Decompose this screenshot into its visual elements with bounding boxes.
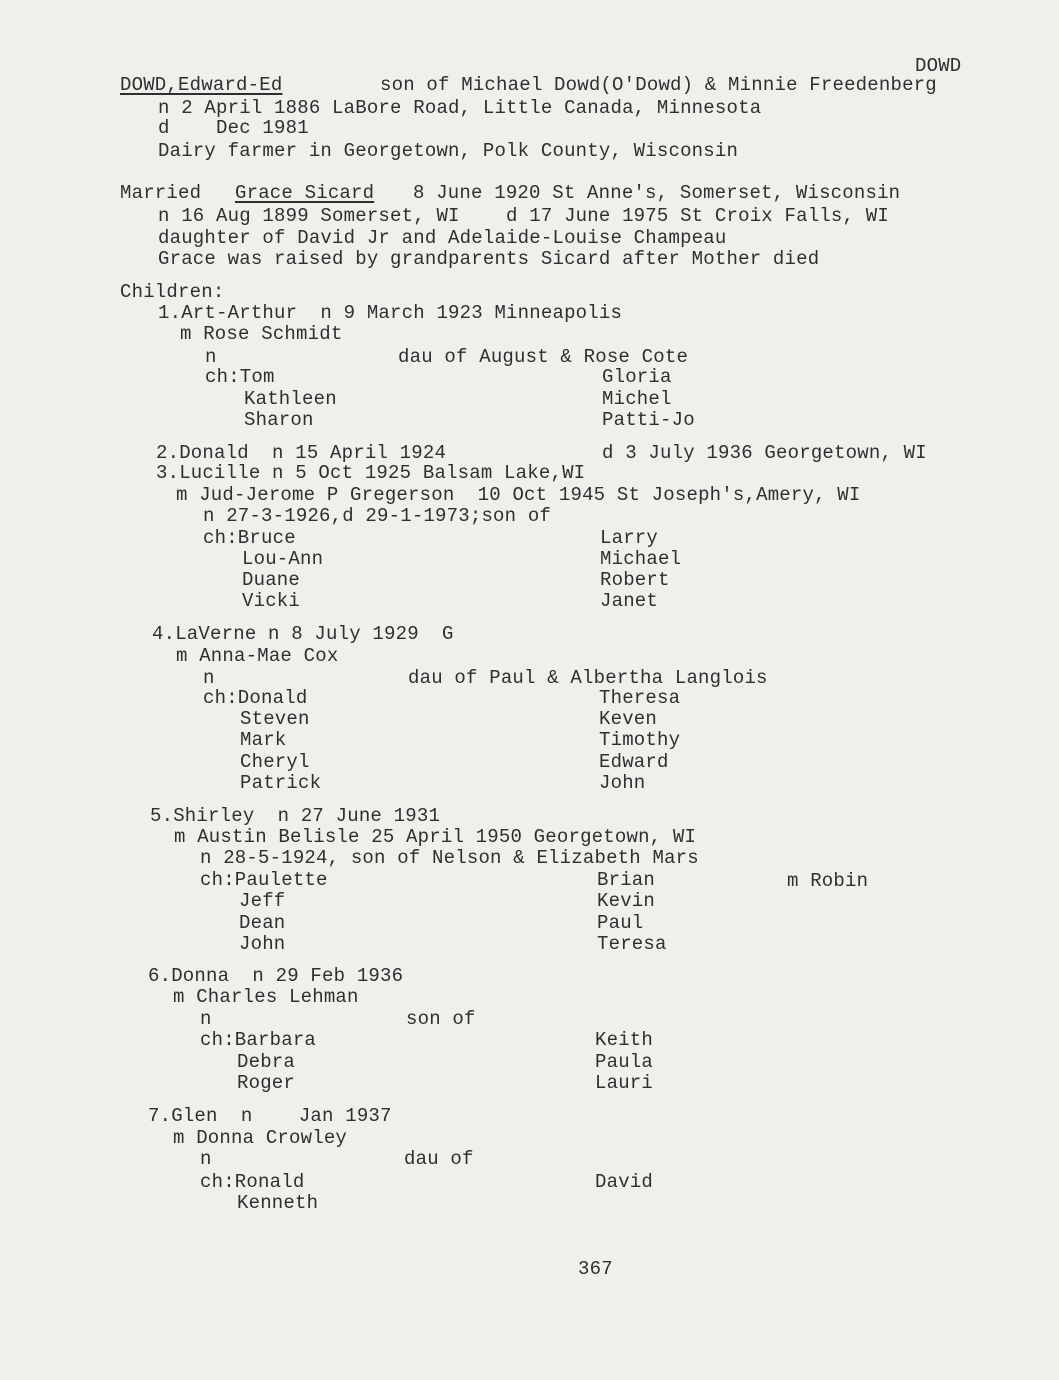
grandchild-left: Dean: [239, 912, 286, 934]
spouse-birth-death: n 16 Aug 1899 Somerset, WI d 17 June 1975 St Croix Falls, WI: [158, 205, 889, 227]
child-5-line: 5.Shirley n 27 June 1931: [150, 805, 441, 827]
child-7-spouse-n: n: [200, 1148, 212, 1170]
grandchild-left: Sharon: [244, 409, 314, 431]
child-6-spouse-n: n: [200, 1008, 212, 1030]
grandchild-right: John: [599, 772, 646, 794]
child-7-spouse: m Donna Crowley: [173, 1127, 348, 1149]
child-3-line: 3.Lucille n 5 Oct 1925 Balsam Lake,WI: [156, 462, 586, 484]
grandchild-right: Michel: [602, 388, 672, 410]
grandchild-right: Patti-Jo: [602, 409, 695, 431]
child-1-spouse-n: n: [205, 346, 217, 368]
child-5-spouse: m Austin Belisle 25 April 1950 Georgetown, WI: [174, 826, 697, 848]
grandchild-right: David: [595, 1171, 654, 1193]
child-2-line: 2.Donald n 15 April 1924: [156, 442, 447, 464]
spouse-name: Grace Sicard: [235, 182, 375, 204]
marriage-label: Married: [120, 182, 202, 204]
grandchild-left: Vicki: [242, 590, 301, 612]
surname-tag: DOWD: [915, 55, 962, 77]
children-heading: Children:: [120, 281, 225, 303]
subject-parents: son of Michael Dowd(O'Dowd) & Minnie Freedenberg: [380, 74, 937, 96]
subject-name: DOWD,Edward-Ed: [120, 74, 283, 96]
grandchild-left: Steven: [240, 708, 310, 730]
grandchild-left: ch:Barbara: [200, 1029, 317, 1051]
grandchild-right: Lauri: [595, 1072, 654, 1094]
child-1-spouse: m Rose Schmidt: [180, 323, 343, 345]
child-4-spouse-parents: dau of Paul & Albertha Langlois: [408, 667, 768, 689]
marriage-details: 8 June 1920 St Anne's, Somerset, Wisconsin: [413, 182, 901, 204]
grandchild-right: Edward: [599, 751, 669, 773]
child-3-spouse: m Jud-Jerome P Gregerson 10 Oct 1945 St Joseph's,Amery, WI: [176, 484, 861, 506]
spouse-note: Grace was raised by grandparents Sicard after Mother died: [158, 248, 820, 270]
grandchild-right: Paul: [597, 912, 644, 934]
page-number: 367: [578, 1258, 613, 1280]
subject-death: d Dec 1981: [158, 117, 309, 139]
grandchild-left: ch:Paulette: [200, 869, 328, 891]
grandchild-left: Mark: [240, 729, 287, 751]
child-6-line: 6.Donna n 29 Feb 1936: [148, 965, 404, 987]
grandchild-left: John: [239, 933, 286, 955]
child-6-spouse-parents: son of: [406, 1008, 476, 1030]
child-7-line: 7.Glen n Jan 1937: [148, 1105, 392, 1127]
grandchild-left: Cheryl: [240, 751, 310, 773]
child-1-spouse-parents: dau of August & Rose Cote: [398, 346, 689, 368]
grandchild-right: Michael: [600, 548, 682, 570]
child-3-spouse-n: n 27-3-1926,d 29-1-1973;son of: [203, 505, 552, 527]
grandchild-left: Jeff: [239, 890, 286, 912]
grandchild-right: Keven: [599, 708, 658, 730]
child-7-spouse-parents: dau of: [404, 1148, 474, 1170]
child-6-spouse: m Charles Lehman: [173, 986, 359, 1008]
grandchild-right: Theresa: [599, 687, 681, 709]
grandchild-spouse-note: m Robin: [787, 870, 869, 892]
grandchild-left: Kathleen: [244, 388, 337, 410]
grandchild-left: ch:Tom: [205, 366, 275, 388]
grandchild-left: ch:Ronald: [200, 1171, 305, 1193]
grandchild-left: ch:Bruce: [203, 527, 296, 549]
grandchild-left: ch:Donald: [203, 687, 308, 709]
grandchild-right: Kevin: [597, 890, 656, 912]
child-4-spouse-n: n: [203, 667, 215, 689]
subject-birth: n 2 April 1886 LaBore Road, Little Canada, Minnesota: [158, 97, 762, 119]
grandchild-left: Duane: [242, 569, 301, 591]
child-1-line: 1.Art-Arthur n 9 March 1923 Minneapolis: [158, 302, 623, 324]
grandchild-right: Janet: [600, 590, 659, 612]
child-5-spouse-n: n 28-5-1924, son of Nelson & Elizabeth Mars: [200, 847, 699, 869]
child-4-spouse: m Anna-Mae Cox: [176, 645, 339, 667]
grandchild-left: Kenneth: [237, 1192, 319, 1214]
child-4-line: 4.LaVerne n 8 July 1929 G: [152, 623, 454, 645]
grandchild-left: Roger: [237, 1072, 296, 1094]
spouse-parents: daughter of David Jr and Adelaide-Louise Champeau: [158, 227, 727, 249]
grandchild-right: Brian: [597, 869, 656, 891]
grandchild-right: Timothy: [599, 729, 681, 751]
subject-occupation: Dairy farmer in Georgetown, Polk County, Wisconsin: [158, 140, 739, 162]
grandchild-left: Lou-Ann: [242, 548, 324, 570]
grandchild-right: Robert: [600, 569, 670, 591]
grandchild-right: Keith: [595, 1029, 654, 1051]
grandchild-left: Patrick: [240, 772, 322, 794]
grandchild-right: Paula: [595, 1051, 654, 1073]
grandchild-right: Larry: [600, 527, 659, 549]
grandchild-left: Debra: [237, 1051, 296, 1073]
grandchild-right: Gloria: [602, 366, 672, 388]
grandchild-right: Teresa: [597, 933, 667, 955]
child-2-death: d 3 July 1936 Georgetown, WI: [602, 442, 927, 464]
